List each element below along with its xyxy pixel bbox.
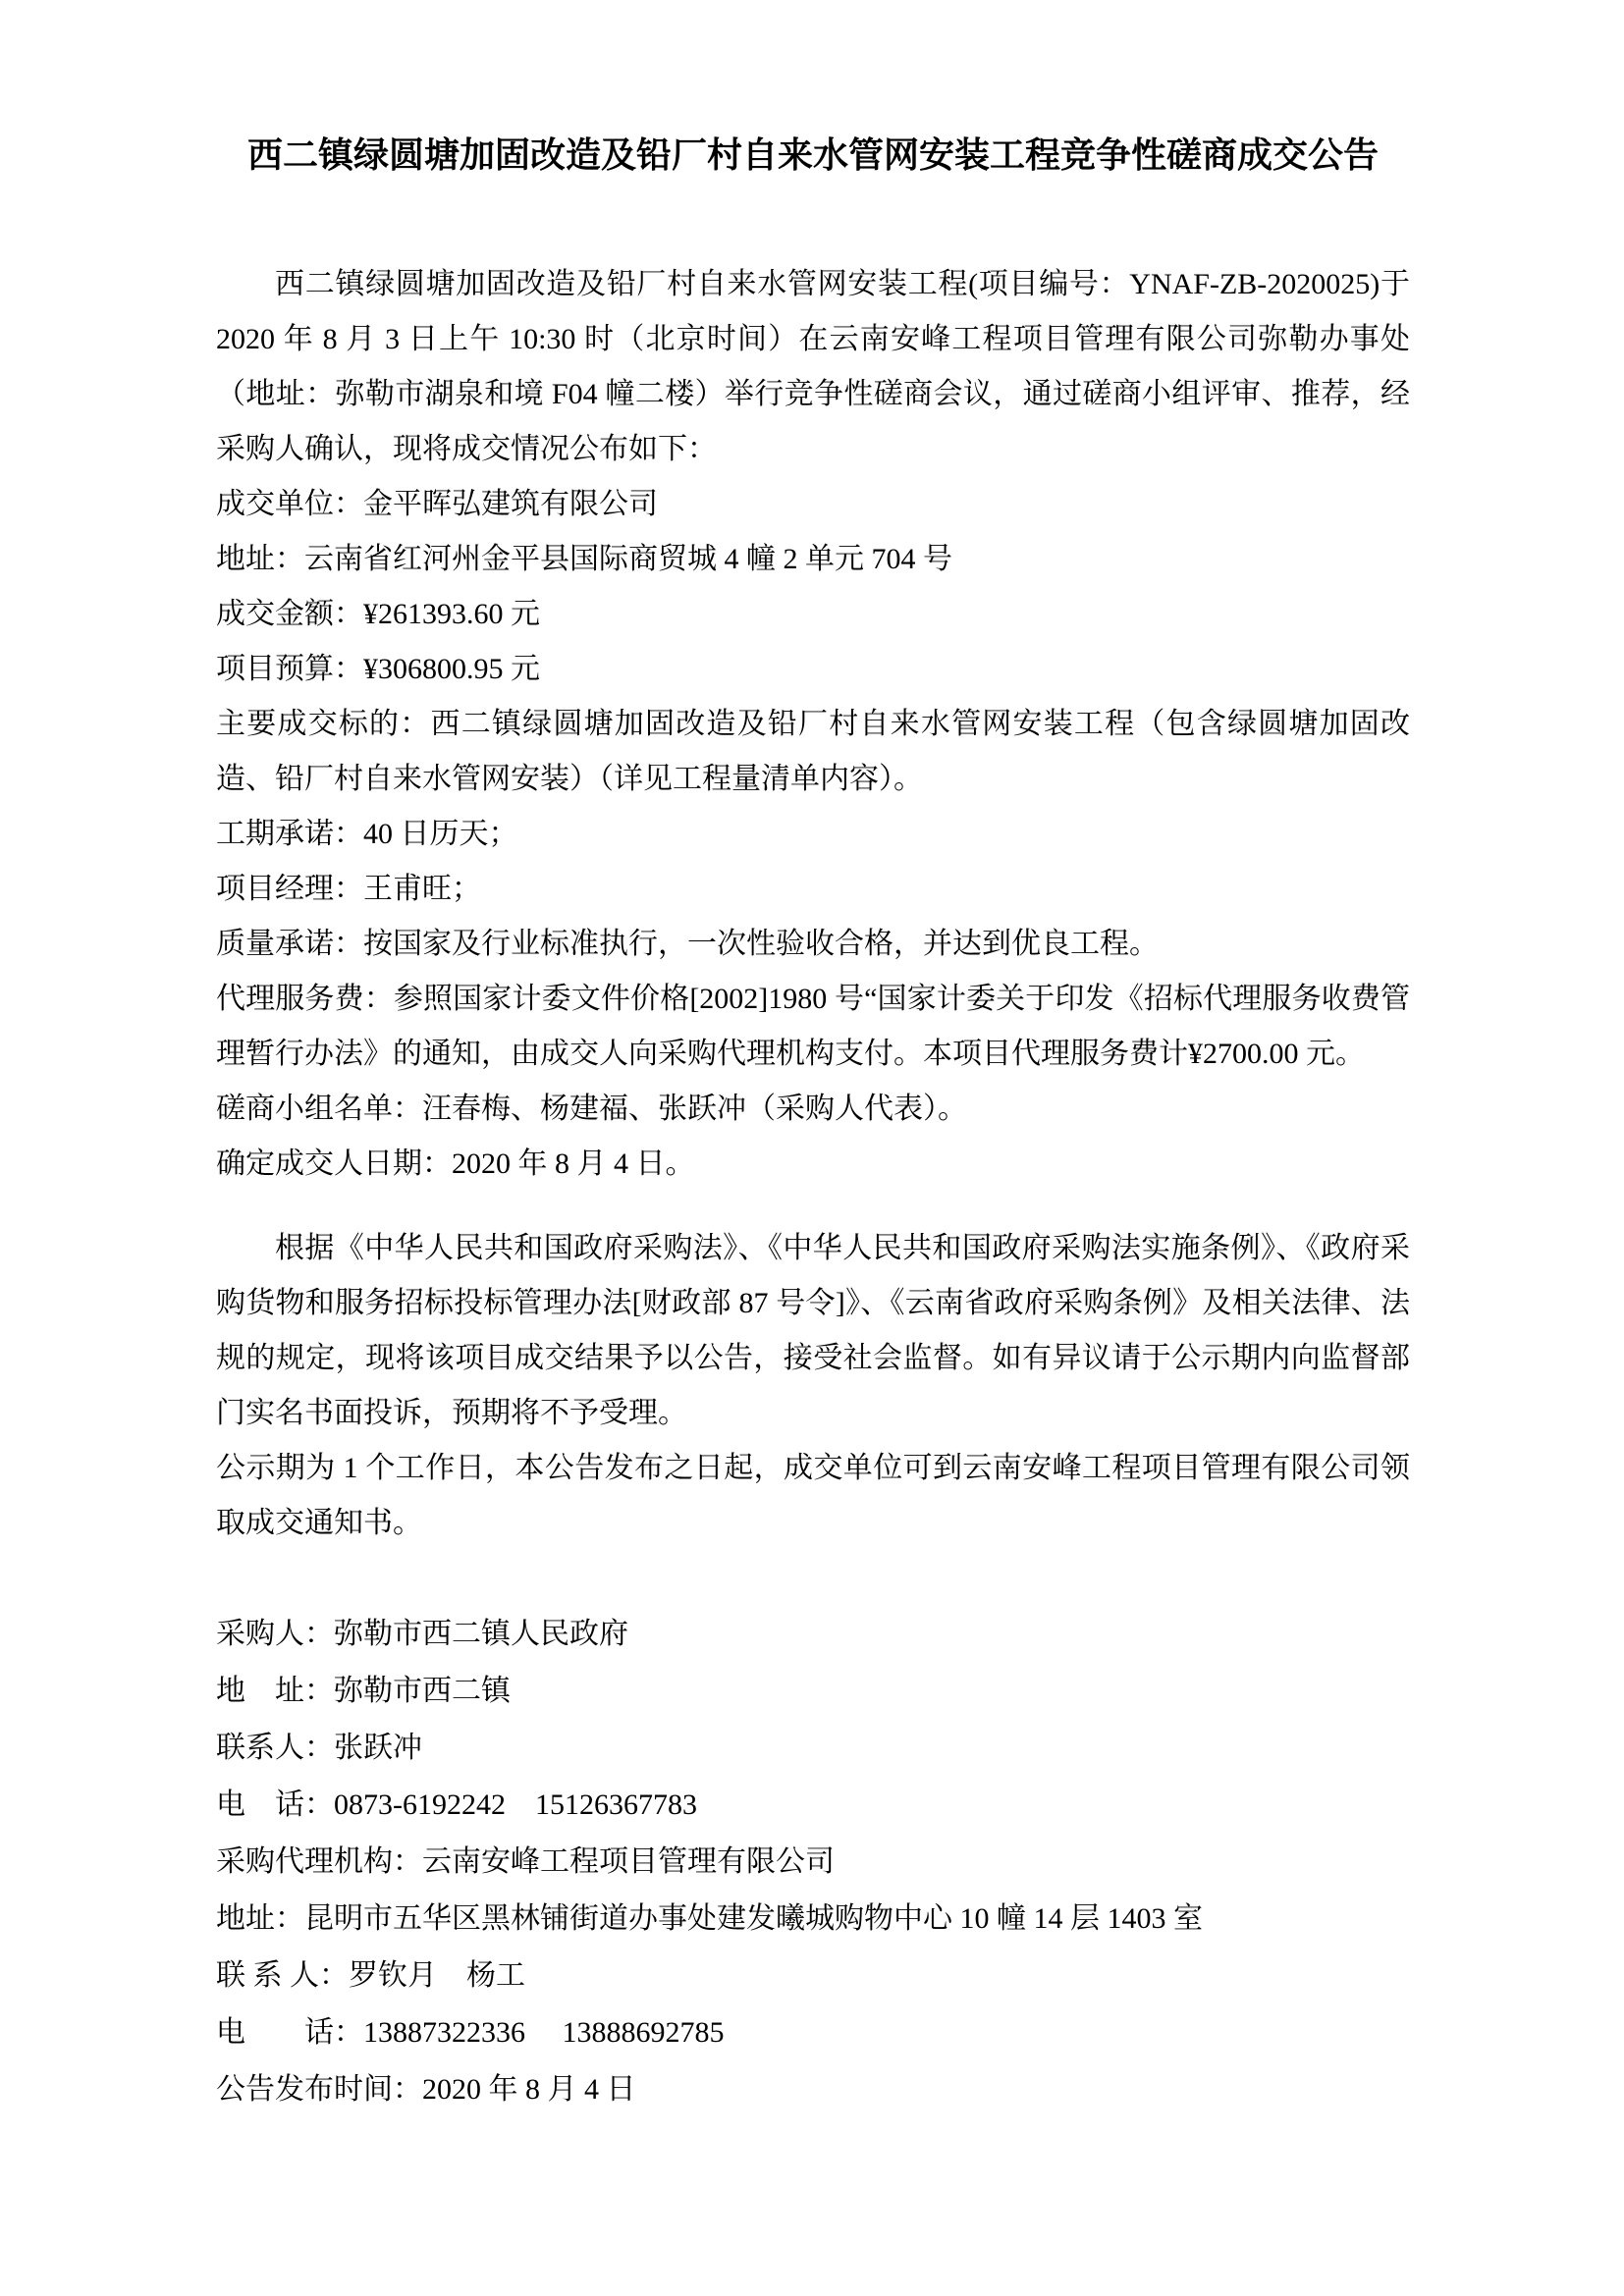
contact-purchaser-address-label: 地 址： xyxy=(216,1675,334,1707)
detail-award-supplier-label: 成交单位： xyxy=(216,488,363,520)
announcement-publish-date-value: 2020 年 8 月 4 日 xyxy=(422,2073,636,2106)
detail-award-date-label: 确定成交人日期： xyxy=(216,1148,452,1180)
detail-project-budget-label: 项目预算： xyxy=(216,653,363,685)
contact-purchaser-phone-value: 0873-6192242 15126367783 xyxy=(334,1789,697,1821)
contact-purchaser-label: 采购人： xyxy=(216,1618,334,1650)
page-title: 西二镇绿圆塘加固改造及铅厂村自来水管网安装工程竞争性磋商成交公告 xyxy=(246,135,1379,175)
detail-supplier-address-label: 地址： xyxy=(216,543,304,575)
detail-award-amount-label: 成交金额： xyxy=(216,598,363,630)
detail-award-amount xyxy=(216,587,1410,642)
contact-agency-person xyxy=(216,1948,1410,2004)
contact-agency-person-label: 联 系 人： xyxy=(216,1959,349,1992)
detail-panel-members-label: 磋商小组名单： xyxy=(216,1093,422,1125)
contact-agency-person-value: 罗钦月 杨工 xyxy=(349,1959,525,1992)
contact-agency-address-label: 地址： xyxy=(216,1902,304,1935)
detail-award-date xyxy=(216,1137,1410,1192)
detail-quality-commitment-label: 质量承诺： xyxy=(216,928,363,960)
detail-award-amount-value: ¥261393.60 元 xyxy=(363,598,540,630)
detail-award-supplier-value: 金平晖弘建筑有限公司 xyxy=(363,488,658,520)
contact-purchaser-person-value: 张跃冲 xyxy=(334,1732,422,1764)
contact-section xyxy=(216,1606,1410,2118)
contact-agency-phone xyxy=(216,2004,1410,2061)
legal-paragraph: 根据《中华人民共和国政府采购法》、《中华人民共和国政府采购法实施条例》、《政府采购货物和服务招标投标管理办法[财政部 87 号令]》、《云南省政府采购条例》及相关法律、法规的规定，现将该项目成交结果予以公告，接受社会监督。如有异议请于公示期内向监督部门实名书面投诉，预期将不予受理。 xyxy=(216,1232,1410,1429)
announcement-publish-date xyxy=(216,2061,1410,2118)
detail-supplier-address-value: 云南省红河州金平县国际商贸城 4 幢 2 单元 704 号 xyxy=(304,543,952,575)
detail-award-supplier xyxy=(216,477,1410,532)
contact-agency-label: 采购代理机构： xyxy=(216,1845,422,1878)
contact-purchaser-address xyxy=(216,1663,1410,1720)
detail-award-subject-label: 主要成交标的： xyxy=(216,708,431,740)
contact-purchaser-phone-label: 电 话： xyxy=(216,1789,334,1821)
detail-supplier-address xyxy=(216,532,1410,587)
contact-agency-phone-label: 电 话： xyxy=(216,2016,363,2049)
detail-agency-fee xyxy=(216,972,1410,1082)
detail-award-subject-value: 西二镇绿圆塘加固改造及铅厂村自来水管网安装工程（包含绿圆塘加固改造、铅厂村自来水管网安装）（详见工程量清单内容）。 xyxy=(216,708,1411,795)
detail-quality-commitment-value: 按国家及行业标准执行，一次性验收合格，并达到优良工程。 xyxy=(363,928,1159,960)
contact-purchaser-phone xyxy=(216,1777,1410,1834)
contact-purchaser-person xyxy=(216,1720,1410,1777)
detail-construction-period xyxy=(216,807,1410,862)
contact-agency-address xyxy=(216,1891,1410,1948)
detail-panel-members xyxy=(216,1082,1410,1137)
intro-paragraph: 西二镇绿圆塘加固改造及铅厂村自来水管网安装工程(项目编号：YNAF-ZB-2020025)于 2020 年 8 月 3 日上午 10:30 时（北京时间）在云南安峰工程项目管理有限公司弥勒办事处（地址：弥勒市湖泉和境 F04 幢二楼）举行竞争性磋商会议，通过磋商小组评审、推荐，经采购人确认，现将成交情况公布如下： xyxy=(216,268,1410,465)
contact-purchaser-person-label: 联系人： xyxy=(216,1732,334,1764)
detail-panel-members-value: 汪春梅、杨建福、张跃冲（采购人代表）。 xyxy=(422,1093,967,1125)
contact-agency-address-value: 昆明市五华区黑林铺街道办事处建发曦城购物中心 10 幢 14 层 1403 室 xyxy=(304,1902,1203,1935)
detail-project-manager-label: 项目经理： xyxy=(216,873,363,905)
detail-construction-period-value: 40 日历天； xyxy=(363,818,518,850)
detail-agency-fee-label: 代理服务费： xyxy=(216,983,394,1015)
contact-purchaser-address-value: 弥勒市西二镇 xyxy=(334,1675,511,1707)
contact-purchaser-value: 弥勒市西二镇人民政府 xyxy=(334,1618,628,1650)
detail-project-budget xyxy=(216,642,1410,697)
detail-award-date-value: 2020 年 8 月 4 日。 xyxy=(452,1148,695,1180)
detail-award-subject xyxy=(216,697,1410,807)
detail-project-manager-value: 王甫旺； xyxy=(363,873,481,905)
contact-agency-value: 云南安峰工程项目管理有限公司 xyxy=(422,1845,835,1878)
detail-agency-fee-value: 参照国家计委文件价格[2002]1980 号“国家计委关于印发《招标代理服务收费管理暂行办法》的通知，由成交人向采购代理机构支付。本项目代理服务费计¥2700.00 元。 xyxy=(216,983,1411,1070)
publicity-paragraph: 公示期为 1 个工作日，本公告发布之日起，成交单位可到云南安峰工程项目管理有限公司领取成交通知书。 xyxy=(216,1452,1410,1539)
announcement-publish-date-label: 公告发布时间： xyxy=(216,2073,422,2106)
contact-agency-phone-value: 13887322336 13888692785 xyxy=(363,2016,725,2049)
contact-agency xyxy=(216,1834,1410,1891)
detail-project-budget-value: ¥306800.95 元 xyxy=(363,653,540,685)
detail-construction-period-label: 工期承诺： xyxy=(216,818,363,850)
detail-quality-commitment xyxy=(216,917,1410,972)
detail-project-manager xyxy=(216,862,1410,917)
contact-purchaser xyxy=(216,1606,1410,1663)
